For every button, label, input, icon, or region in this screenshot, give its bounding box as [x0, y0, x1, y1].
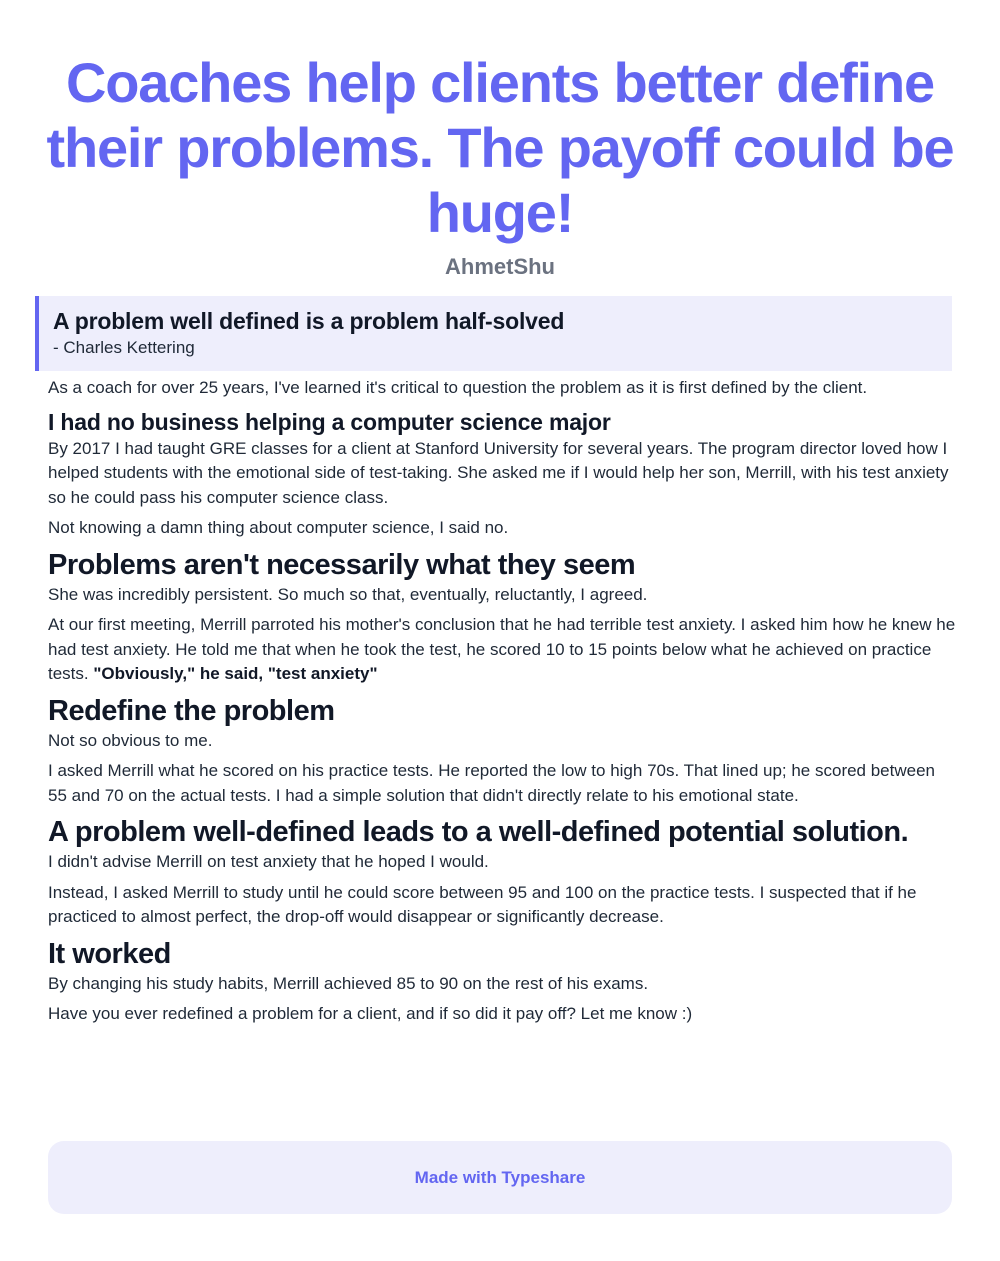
- article-body: [48, 376, 958, 1027]
- paragraph: [48, 613, 958, 687]
- quote-author: - Charles Kettering: [53, 338, 195, 357]
- quote-text: A problem well defined is a problem half-solved: [53, 308, 565, 334]
- page-title: Coaches help clients better define their problems. The payoff could be huge!: [46, 51, 954, 244]
- paragraph: She was incredibly persistent. So much so that, eventually, reluctantly, I agreed.: [48, 584, 648, 604]
- paragraph: I didn't advise Merrill on test anxiety that he hoped I would.: [48, 852, 489, 871]
- blockquote: [35, 296, 952, 371]
- paragraph: By changing his study habits, Merrill achieved 85 to 90 on the rest of his exams.: [48, 973, 649, 993]
- paragraph: I asked Merrill what he scored on his practice tests. He reported the low to high 70s. That lined up; he scored between 55 and 70 on the actual tests. I had a simple solution that didn't directly relate to his emotional state.: [48, 761, 936, 805]
- made-with-typeshare-link[interactable]: Made with Typeshare: [48, 1141, 952, 1214]
- paragraph-text: At our first meeting, Merrill parroted his mother's conclusion that he had terrible test anxiety. I asked him how he knew he had test anxiety. He told me that when he took the test, he scored 10 to 15 points below what he achieved on practice tests.: [48, 615, 956, 683]
- section-heading: Problems aren't necessarily what they seem: [48, 548, 636, 581]
- section-heading: It worked: [48, 937, 171, 970]
- paragraph: Not so obvious to me.: [48, 730, 213, 750]
- paragraph: Instead, I asked Merrill to study until he could score between 95 and 100 on the practice tests. I suspected that if he practiced to almost perfect, the drop-off would disappear or significantly decrease.: [48, 882, 917, 926]
- section-heading: I had no business helping a computer science major: [48, 408, 611, 435]
- paragraph: Not knowing a damn thing about computer science, I said no.: [48, 518, 509, 537]
- section-heading: A problem well-defined leads to a well-defined potential solution.: [48, 816, 909, 848]
- author-name: AhmetShu: [445, 254, 555, 279]
- paragraph: Have you ever redefined a problem for a client, and if so did it pay off? Let me know :): [48, 1004, 693, 1023]
- section-heading: Redefine the problem: [48, 694, 335, 727]
- intro-paragraph: As a coach for over 25 years, I've learned it's critical to question the problem as it is first defined by the client.: [48, 378, 868, 397]
- bold-quote: "Obviously," he said, "test anxiety": [93, 664, 378, 683]
- paragraph: By 2017 I had taught GRE classes for a client at Stanford University for several years. The program director loved how I helped students with the emotional side of test-taking. She asked me if I would help her son, Merrill, with his test anxiety so he could pass his computer science class.: [48, 438, 949, 507]
